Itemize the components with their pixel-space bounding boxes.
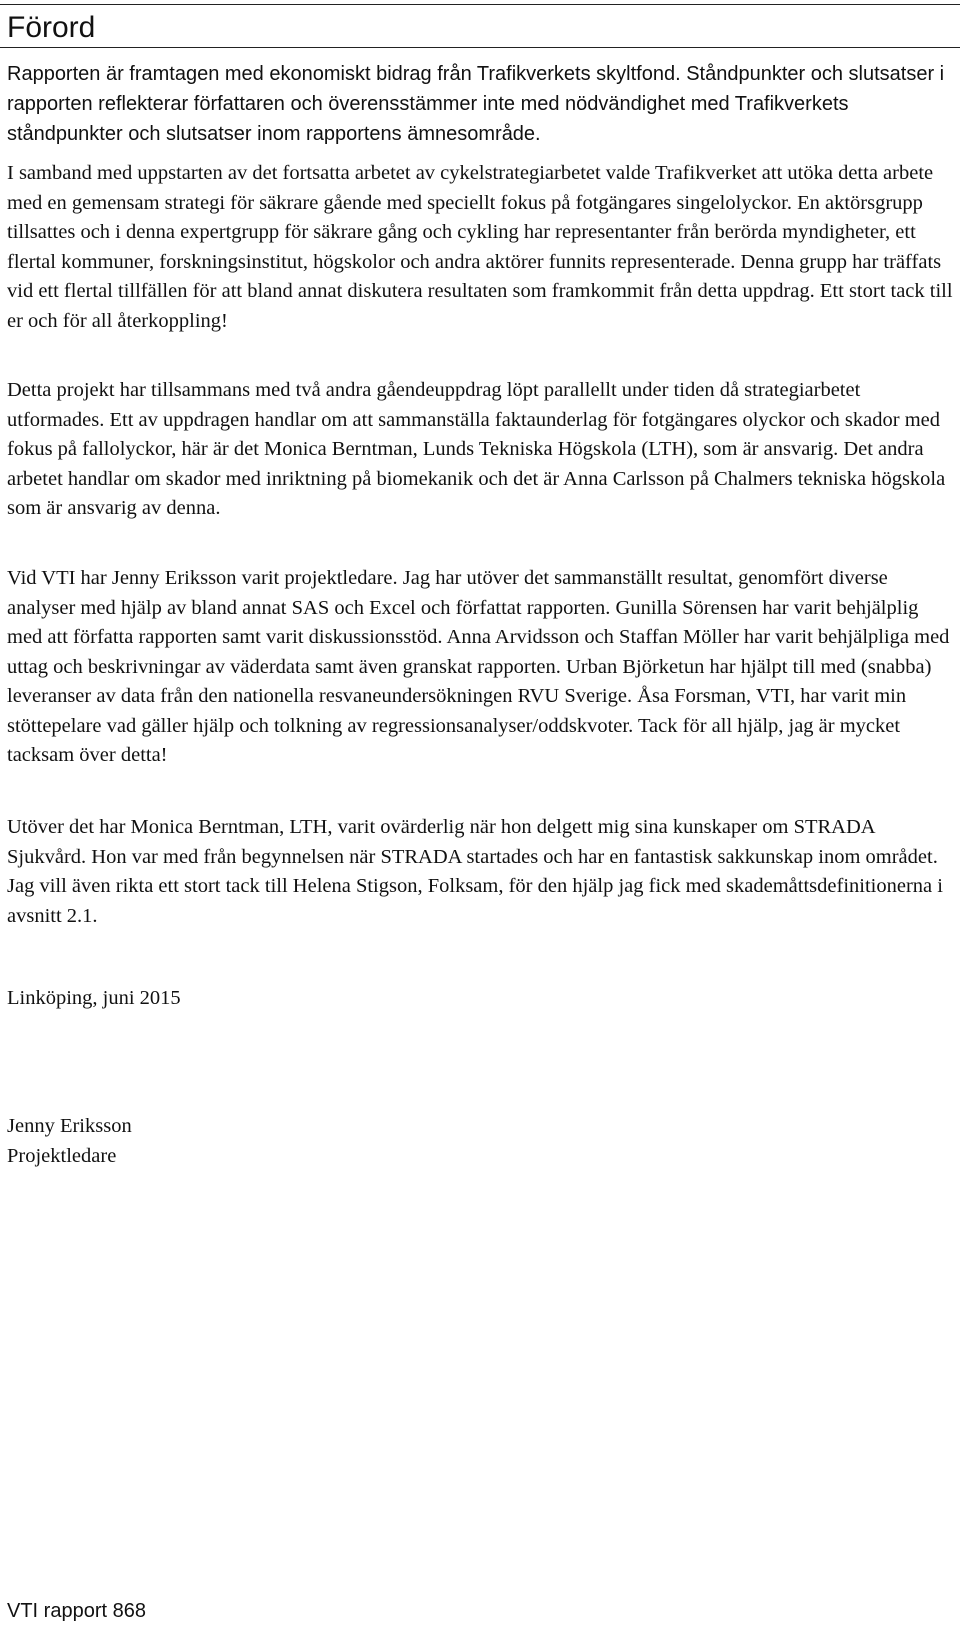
paragraph-parallel-projects: Detta projekt har tillsammans med två andra gåendeuppdrag löpt parallellt under tiden då strategiarbetet utformades. Ett av uppdragen handlar om att sammanställa faktaunderlag för fotgängares olyckor och skador med fokus på fallolyckor, här är det Monica Berntman, Lunds Tekniska Högskola (LTH), som är ansvarig. Det andra arbetet handlar om skador med inriktning på biomekanik och det är Anna Carlsson på Chalmers tekniska högskola som är ansvarig av denna.	[7, 379, 946, 519]
place-date: Linköping, juni 2015	[7, 987, 181, 1009]
signature-name: Jenny Eriksson	[7, 1115, 132, 1137]
signature-role: Projektledare	[7, 1145, 117, 1167]
title-bar	[0, 4, 960, 48]
paragraph-acknowledgements: Vid VTI har Jenny Eriksson varit projektledare. Jag har utöver det sammanställt resultat, genomfört diverse analyser med hjälp av bland annat SAS och Excel och författat rapporten. Gunilla Sörensen har varit behjälplig med att författa rapporten samt varit diskussionsstöd. Anna Arvidsson och Staffan Möller har varit behjälpliga med uttag och beskrivningar av väderdata samt även granskat rapporten. Urban Björketun har hjälpt till med (snabba) leveranser av data från den nationella resvaneundersökningen RVU Sverige. Åsa Forsman, VTI, har varit min stöttepelare vad gäller hjälp och tolkning av regressionsanalyser/oddskvoter. Tack för all hjälp, jag är mycket tacksam över detta!	[7, 567, 950, 766]
footer-report-number: VTI rapport 868	[7, 1600, 146, 1622]
page-title: Förord	[7, 11, 96, 44]
paragraph-funding: Rapporten är framtagen med ekonomiskt bidrag från Trafikverkets skyltfond. Ståndpunkter och slutsatser i rapporten reflekterar författaren och överensstämmer inte med nödvändighet med Trafikverkets ståndpunkter och slutsatser inom rapportens ämnesområde.	[7, 63, 945, 145]
paragraph-strategy: I samband med uppstarten av det fortsatta arbetet av cykelstrategiarbetet valde Trafikverket att utöka detta arbete med en gemensam strategi för säkrare gående med speciellt fokus på fotgängares singelolyckor. En aktörsgrupp tillsattes och i denna expertgrupp för säkrare gång och cykling har representanter från berörda myndigheter, ett flertal kommuner, forskningsinstitut, högskolor och andra aktörer funnits representerade. Denna grupp har träffats vid ett flertal tillfällen för att bland annat diskutera resultaten som framkommit från detta uppdrag. Ett stort tack till er och för all återkoppling!	[7, 162, 953, 332]
paragraph-additional-thanks: Utöver det har Monica Berntman, LTH, varit ovärderlig när hon delgett mig sina kunskaper om STRADA Sjukvård. Hon var med från begynnelsen när STRADA startades och har en fantastisk sakkunskap inom området. Jag vill även rikta ett stort tack till Helena Stigson, Folksam, för den hjälp jag fick med skademåttsdefinitionerna i avsnitt 2.1.	[7, 816, 943, 927]
